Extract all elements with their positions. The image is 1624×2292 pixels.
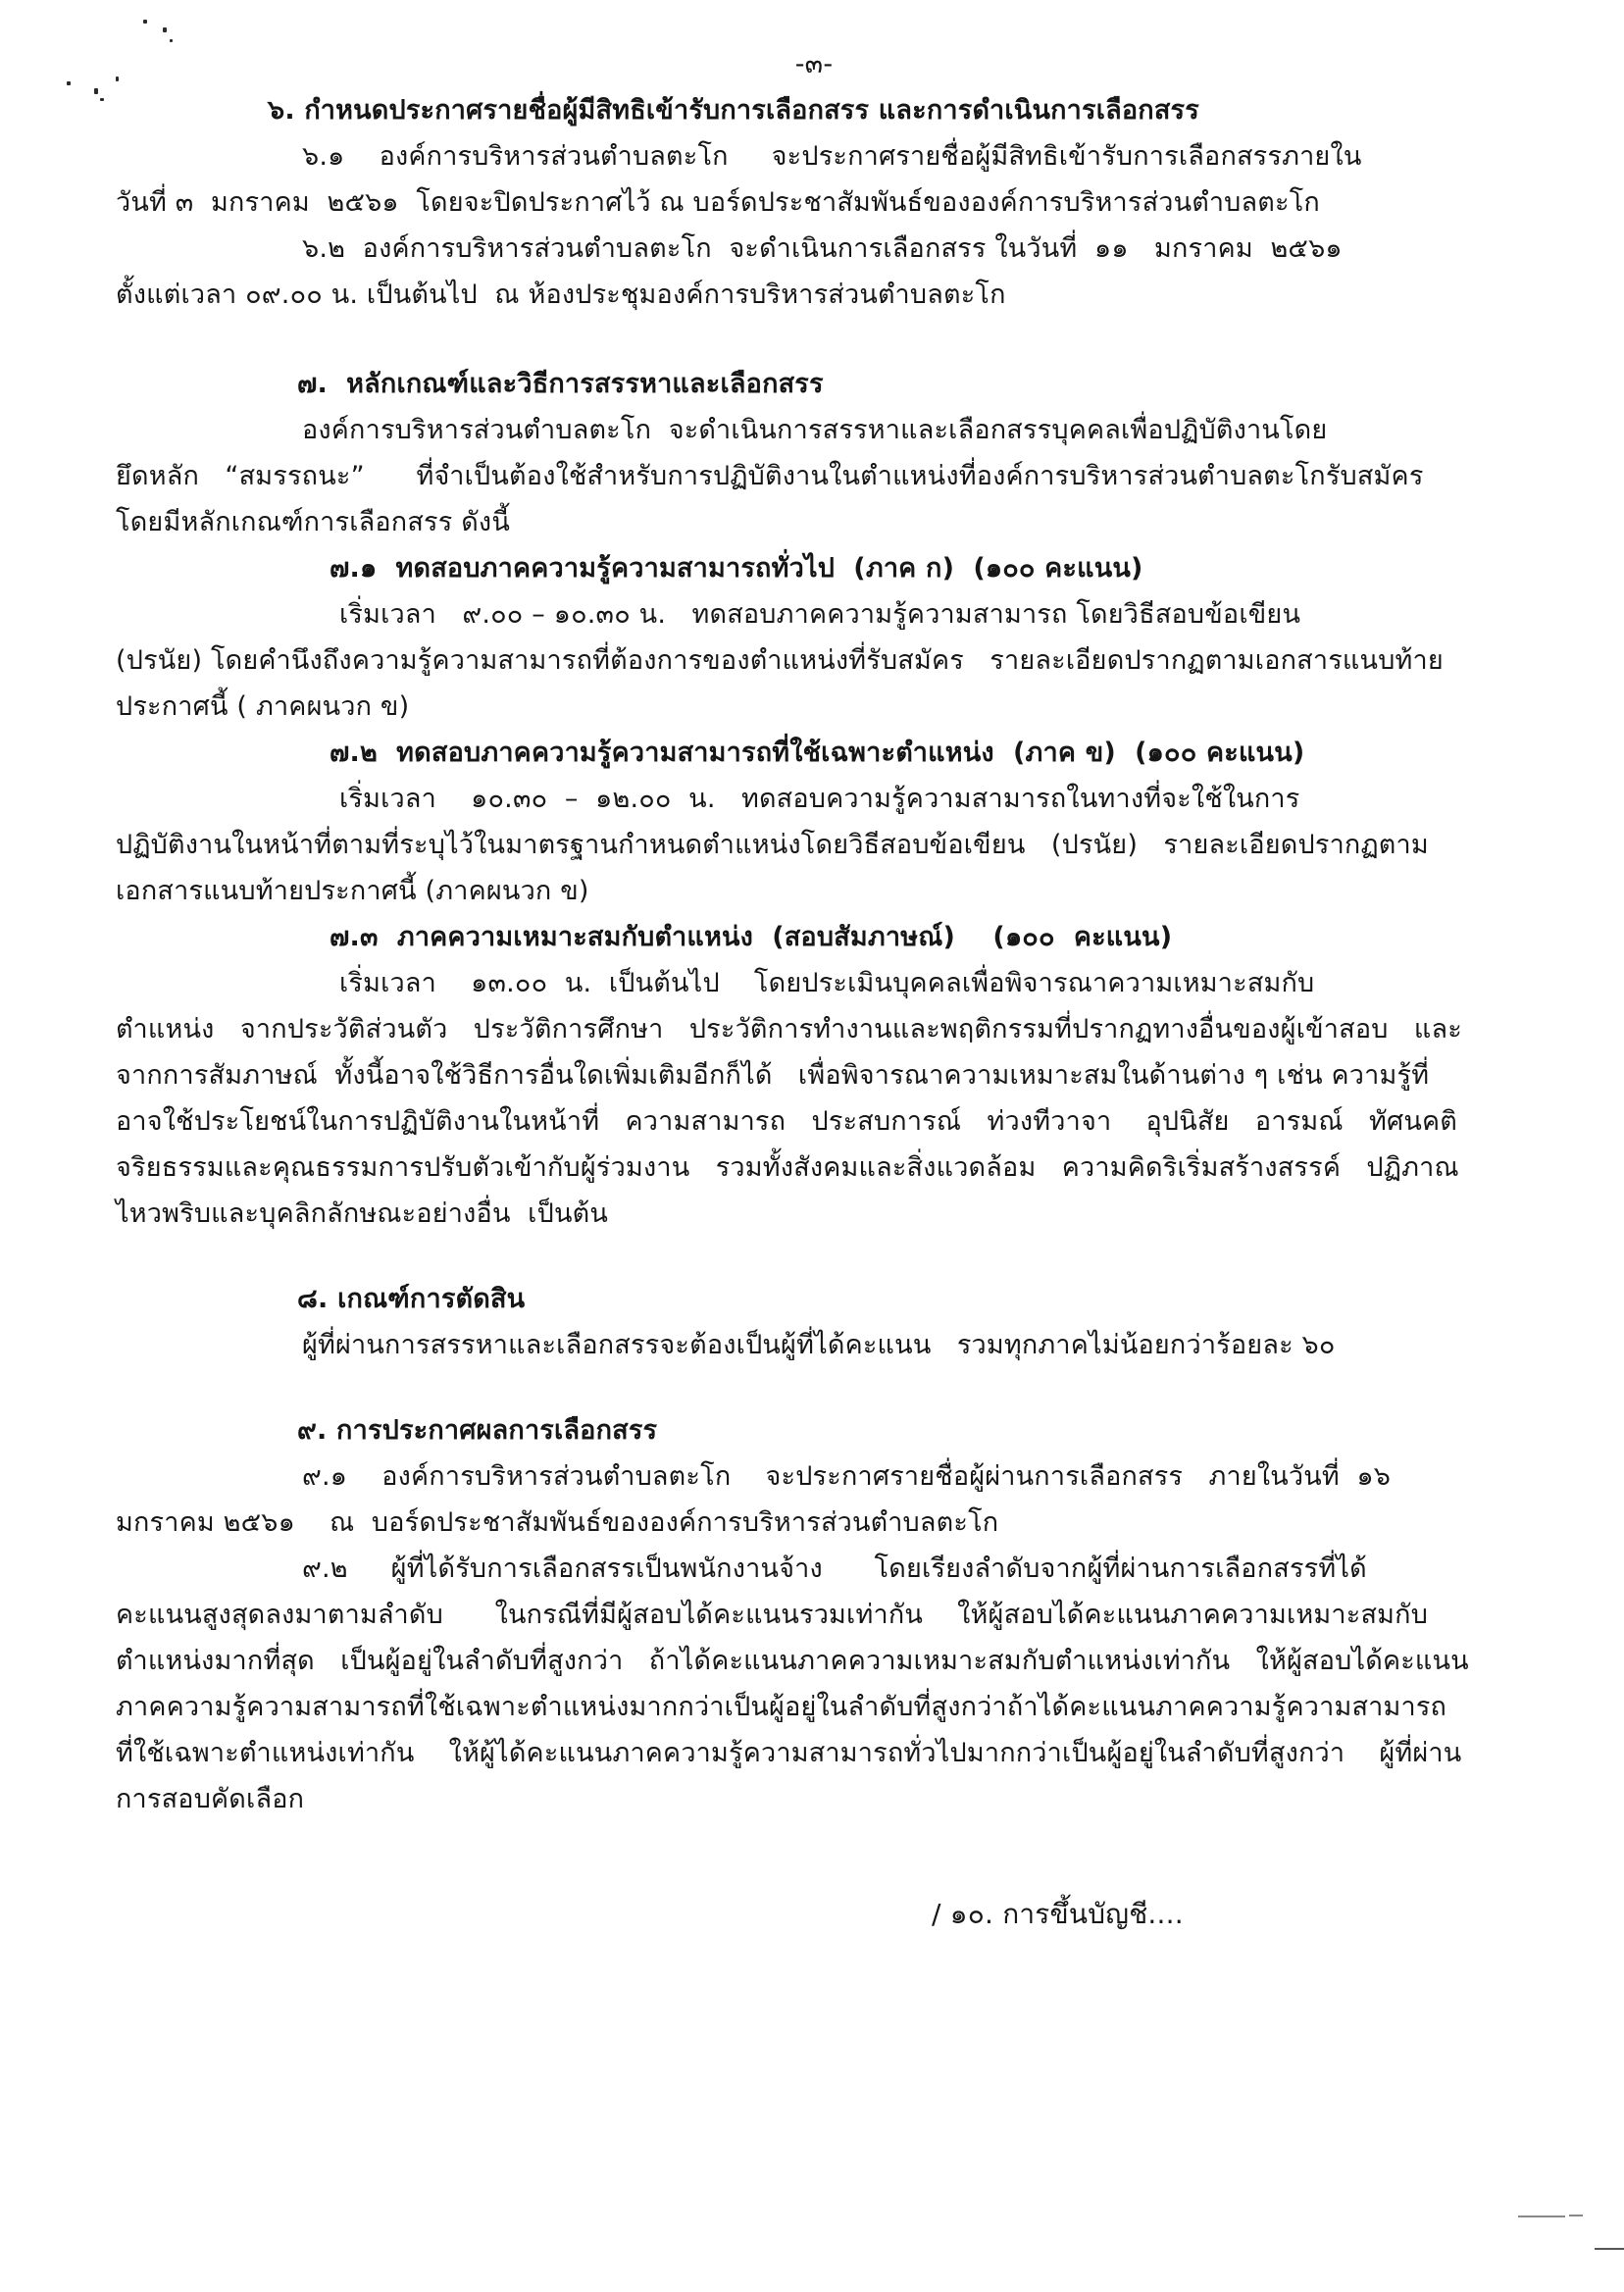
scan-artifact [1569,2215,1583,2216]
text-line: (ปรนัย) โดยคำนึงถึงความรู้ความสามารถที่ต้องการของตำแหน่งที่รับสมัคร รายละเอียดปรากฏตามเอกสารแนบท้าย [116,645,1444,676]
page-number: -๓- [794,49,834,79]
text-line: เริ่มเวลา ๙.๐๐ – ๑๐.๓๐ น. ทดสอบภาคความรู้ความสามารถ โดยวิธีสอบข้อเขียน [339,599,1301,630]
scan-speck [163,27,167,32]
scan-speck [100,98,104,101]
text-line: ตั้งแต่เวลา ๐๙.๐๐ น. เป็นต้นไป ณ ห้องประชุมองค์การบริหารส่วนตำบลตะโก [116,280,1006,310]
spacer [116,1237,1512,1276]
scan-speck [67,81,71,85]
spacer [116,318,1512,361]
text-line: ประกาศนี้ ( ภาคผนวก ข) [116,691,410,722]
text-line: ยึดหลัก “สมรรถนะ” ที่จำเป็นต้องใช้สำหรับการปฏิบัติงานในตำแหน่งที่องค์การบริหารส่วนตำบลตะโกรับสมัคร [116,461,1424,491]
text-line: เอกสารแนบท้ายประกาศนี้ (ภาคผนวก ข) [116,876,589,906]
text-line: ๖.๒ องค์การบริหารส่วนตำบลตะโก จะดำเนินการเลือกสรร ในวันที่ ๑๑ มกราคม ๒๕๖๑ [302,233,1343,264]
text-line: ปฏิบัติงานในหน้าที่ตามที่ระบุไว้ในมาตรฐานกำหนดตำแหน่งโดยวิธีสอบข้อเขียน (ปรนัย) รายละเอียดปรากฏตาม [116,830,1429,860]
text-line: การสอบคัดเลือก [116,1784,305,1814]
section-7-1-heading: ๗.๑ ทดสอบภาคความรู้ความสามารถทั่วไป (ภาค ก) (๑๐๐ คะแนน) [330,553,1143,584]
text-line: โดยมีหลักเกณฑ์การเลือกสรร ดังนี้ [116,507,510,537]
text-line: เริ่มเวลา ๑๐.๓๐ – ๑๒.๐๐ น. ทดสอบความรู้ความสามารถในทางที่จะใช้ในการ [339,784,1300,814]
text-line: อาจใช้ประโยชน์ในการปฏิบัติงานในหน้าที่ ความสามารถ ประสบการณ์ ท่วงทีวาจา อุปนิสัย อารมณ์ ทัศนคติ [116,1106,1457,1137]
text-line: ๙.๑ องค์การบริหารส่วนตำบลตะโก จะประกาศรายชื่อผู้ผ่านการเลือกสรร ภายในวันที่ ๑๖ [302,1461,1392,1492]
section-7-3-heading: ๗.๓ ภาคความเหมาะสมกับตำแหน่ง (สอบสัมภาษณ์) (๑๐๐ คะแนน) [330,922,1173,952]
text-line: มกราคม ๒๕๖๑ ณ บอร์ดประชาสัมพันธ์ขององค์การบริหารส่วนตำบลตะโก [116,1507,999,1538]
section-7-2-heading: ๗.๒ ทดสอบภาคความรู้ความสามารถที่ใช้เฉพาะตำแหน่ง (ภาค ข) (๑๐๐ คะแนน) [330,738,1305,768]
text-line: จริยธรรมและคุณธรรมการปรับตัวเข้ากับผู้ร่วมงาน รวมทั้งสังคมและสิ่งแวดล้อม ความคิดริเริ่มสร้างสรรค์ ปฏิภาณ [116,1152,1459,1183]
text-line: เริ่มเวลา ๑๓.๐๐ น. เป็นต้นไป โดยประเมินบุคคลเพื่อพิจารณาความเหมาะสมกับ [339,968,1315,998]
text-line: ไหวพริบและบุคลิกลักษณะอย่างอื่น เป็นต้น [116,1198,608,1229]
section-8-heading: ๘. เกณฑ์การตัดสิน [297,1284,526,1314]
text-line: ที่ใช้เฉพาะตำแหน่งเท่ากัน ให้ผู้ได้คะแนนภาคความรู้ความสามารถทั่วไปมากกว่าเป็นผู้อยู่ในลำดับที่สูงกว่า ผู้ที่ผ่าน [116,1738,1462,1768]
scan-artifact [1595,2248,1624,2250]
text-line: ภาคความรู้ความสามารถที่ใช้เฉพาะตำแหน่งมากกว่าเป็นผู้อยู่ในลำดับที่สูงกว่าถ้าได้คะแนนภาคความรู้ความสามารถ [116,1692,1447,1722]
text-line: ๙.๒ ผู้ที่ได้รับการเลือกสรรเป็นพนักงานจ้าง โดยเรียงลำดับจากผู้ที่ผ่านการเลือกสรรที่ได้ [302,1553,1367,1584]
text-line: ๖.๑ องค์การบริหารส่วนตำบลตะโก จะประกาศรายชื่อผู้มีสิทธิเข้ารับการเลือกสรรภายใน [302,141,1362,172]
text-line: คะแนนสูงสุดลงมาตามลำดับ ในกรณีที่มีผู้สอบได้คะแนนรวมเท่ากัน ให้ผู้สอบได้คะแนนภาคความเหมาะสมกับ [116,1600,1429,1630]
section-7-heading: ๗. หลักเกณฑ์และวิธีการสรรหาและเลือกสรร [297,369,824,399]
scan-speck [143,20,147,24]
spacer [116,1368,1512,1407]
text-line: องค์การบริหารส่วนตำบลตะโก จะดำเนินการสรรหาและเลือกสรรบุคคลเพื่อปฏิบัติงานโดย [302,415,1328,445]
text-line: ตำแหน่ง จากประวัติส่วนตัว ประวัติการศึกษา ประวัติการทำงานและพฤติกรรมที่ปรากฏทางอื่นของผู้เข้าสอบ และ [116,1014,1462,1044]
document-body [116,41,1512,1937]
text-line: ผู้ที่ผ่านการสรรหาและเลือกสรรจะต้องเป็นผู้ที่ได้คะแนน รวมทุกภาคไม่น้อยกว่าร้อยละ ๖๐ [302,1330,1336,1360]
text-line: ตำแหน่งมากที่สุด เป็นผู้อยู่ในลำดับที่สูงกว่า ถ้าได้คะแนนภาคความเหมาะสมกับตำแหน่งเท่ากัน ให้ผู้สอบได้คะแนน [116,1646,1469,1676]
text-line: จากการสัมภาษณ์ ทั้งนี้อาจใช้วิธีการอื่นใดเพิ่มเติมอีกก็ได้ เพื่อพิจารณาความเหมาะสมในด้านต่าง ๆ เช่น ความรู้ที่ [116,1060,1430,1091]
scan-artifact [1518,2216,1565,2217]
continuation-note: / ๑๐. การขึ้นบัญชี.... [932,1898,1184,1930]
spacer [116,1822,1512,1891]
section-9-heading: ๙. การประกาศผลการเลือกสรร [297,1415,658,1446]
scan-speck [94,88,98,94]
text-line: วันที่ ๓ มกราคม ๒๕๖๑ โดยจะปิดประกาศไว้ ณ บอร์ดประชาสัมพันธ์ขององค์การบริหารส่วนตำบลตะโก [116,187,1320,218]
section-6-heading: ๖. กำหนดประกาศรายชื่อผู้มีสิทธิเข้ารับการเลือกสรร และการดำเนินการเลือกสรร [268,95,1199,126]
